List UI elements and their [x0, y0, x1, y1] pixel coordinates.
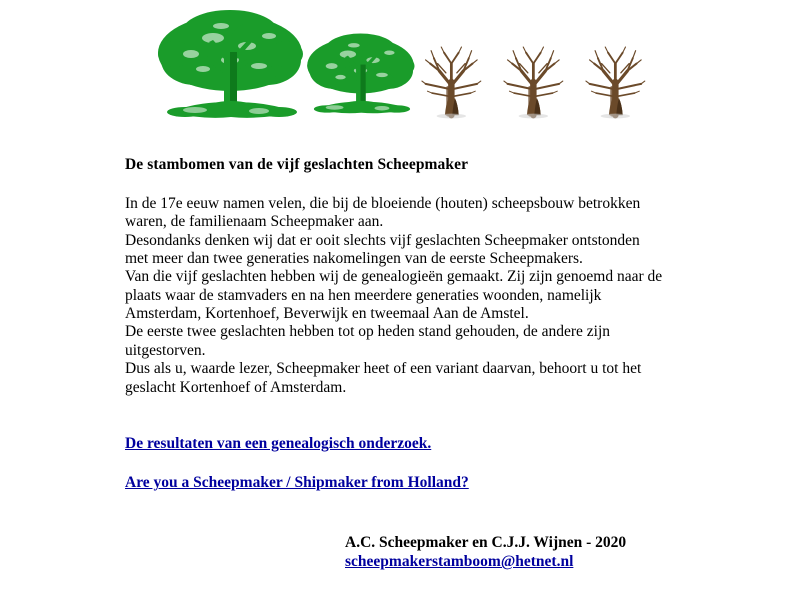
green-tree-medium	[307, 33, 414, 113]
link-english-shipmaker[interactable]: Are you a Scheepmaker / Shipmaker from Holland?	[125, 474, 469, 492]
paragraph-five-lineages: Desondanks denken wij dat er ooit slechts vijf geslachten Scheepmaker ontstonden met meer dan twee generaties nakomelingen van de eerste Scheepmakers.	[125, 231, 640, 267]
paragraph-reader-lineage: Dus als u, waarde lezer, Scheepmaker heet of een variant daarvan, behoort u tot het geslacht Kortenhoef of Amsterdam.	[125, 360, 642, 396]
footer-authors-and-year: A.C. Scheepmaker en C.J.J. Wijnen - 2020	[345, 534, 627, 551]
bare-tree-1	[422, 47, 481, 118]
english-link-line	[125, 474, 665, 493]
research-link-line	[125, 435, 665, 454]
page-footer	[345, 533, 775, 572]
paragraph-surviving-lineages: De eerste twee geslachten hebben tot op heden stand gehouden, de andere zijn uitgestorven.	[125, 323, 611, 359]
page-content	[125, 155, 665, 493]
paragraph-origin-of-name: In de 17e eeuw namen velen, die bij de bloeiende (houten) scheepsbouw betrokken waren, de familienaam Scheepmaker aan.	[125, 194, 641, 231]
bare-tree-3	[586, 47, 645, 118]
link-genealogical-research[interactable]: De resultaten van een genealogisch onderzoek.	[125, 434, 432, 452]
link-contact-email[interactable]: scheepmakerstamboom@hetnet.nl	[345, 553, 574, 571]
intro-text-block	[125, 195, 665, 397]
page-title: De stambomen van de vijf geslachten Scheepmaker	[125, 156, 469, 173]
heading-spacer	[125, 176, 665, 195]
paragraph-genealogies-places: Van die vijf geslachten hebben wij de genealogieën gemaakt. Zij zijn genoemd naar de plaats waar de stamvaders en na hen meerdere generaties woonden, namelijk Amsterdam, Kortenhoef, Beverwijk en tweemaal Aan de Amstel.	[125, 268, 663, 323]
links-inner-spacer	[125, 453, 665, 474]
footer-email-line	[345, 552, 775, 571]
tree-banner-image	[155, 0, 655, 128]
bare-tree-2	[504, 47, 563, 118]
green-tree-large	[158, 10, 303, 118]
links-spacer	[125, 397, 665, 435]
